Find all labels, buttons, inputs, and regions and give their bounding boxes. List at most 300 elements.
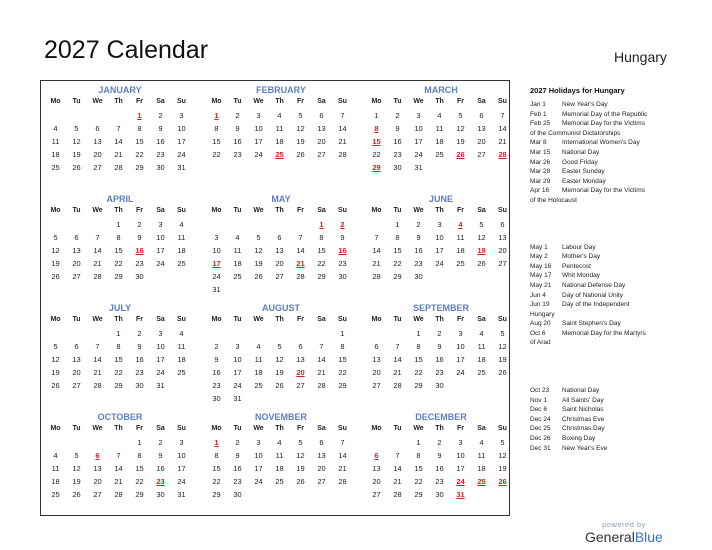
weekday-header: Tu	[233, 425, 242, 432]
weekday-header: Tu	[72, 207, 81, 214]
calendar-day: 5	[74, 451, 79, 460]
powered-by-text: powered by	[602, 520, 646, 529]
calendar-day: 11	[51, 464, 60, 473]
calendar-day: 28	[338, 477, 347, 486]
calendar-day: 29	[393, 272, 402, 281]
calendar-day: 22	[212, 477, 221, 486]
weekday-header: Th	[114, 425, 123, 432]
calendar-day: 28	[114, 490, 123, 499]
holiday-date: May 17	[530, 272, 552, 280]
calendar-day: 19	[72, 477, 81, 486]
calendar-day: 9	[137, 342, 142, 351]
weekday-header: Su	[338, 316, 347, 323]
calendar-day: 1	[416, 438, 421, 447]
calendar-day: 13	[93, 137, 102, 146]
calendar-day: 9	[395, 124, 400, 133]
calendar-day: 6	[319, 438, 324, 447]
holiday-row	[530, 444, 705, 454]
weekday-header: Su	[177, 98, 186, 105]
calendar-day: 27	[296, 381, 305, 390]
calendar-day: 15	[338, 355, 347, 364]
weekday-header: Sa	[156, 207, 165, 214]
calendar-day: 22	[414, 368, 423, 377]
holiday-row	[530, 186, 705, 196]
calendar-day: 21	[338, 464, 347, 473]
holiday-day: 16	[338, 246, 347, 255]
calendar-day: 14	[498, 124, 507, 133]
calendar-day: 31	[212, 285, 221, 294]
weekday-header: We	[92, 207, 103, 214]
calendar-day: 7	[95, 342, 100, 351]
calendar-day: 31	[414, 163, 423, 172]
weekday-header: Fr	[457, 316, 464, 323]
calendar-day: 14	[114, 464, 123, 473]
weekday-header: Fr	[297, 207, 304, 214]
holiday-day: 2	[340, 220, 345, 229]
holiday-date: Oct 23	[530, 387, 550, 395]
calendar-day: 6	[319, 111, 324, 120]
calendar-day: 20	[477, 137, 486, 146]
weekday-header: We	[413, 98, 424, 105]
calendar-day: 20	[317, 137, 326, 146]
holiday-row	[530, 110, 705, 120]
calendar-day: 5	[479, 220, 484, 229]
calendar-day: 3	[179, 111, 184, 120]
brand-blue: Blue	[634, 529, 663, 545]
weekday-header: Sa	[156, 425, 165, 432]
holiday-day: 1	[137, 111, 142, 120]
calendar-day: 29	[135, 490, 144, 499]
holiday-name: All Saints' Day	[562, 396, 604, 404]
calendar-day: 1	[340, 329, 345, 338]
calendar-day: 20	[93, 477, 102, 486]
calendar-day: 6	[374, 342, 379, 351]
calendar-day: 27	[317, 477, 326, 486]
holiday-row	[530, 119, 705, 129]
page-title: 2027 Calendar	[44, 36, 209, 64]
calendar-day: 26	[296, 477, 305, 486]
weekday-header: Mo	[211, 425, 222, 432]
holiday-name: of Arad	[530, 339, 551, 347]
calendar-day: 15	[212, 464, 221, 473]
calendar-grid	[40, 80, 510, 516]
calendar-day: 23	[393, 150, 402, 159]
holiday-row	[530, 300, 705, 310]
calendar-day: 27	[93, 490, 102, 499]
weekday-header: Fr	[297, 316, 304, 323]
holiday-date: Dec 25	[530, 425, 551, 433]
calendar-day: 4	[179, 329, 184, 338]
weekday-header: We	[92, 98, 103, 105]
calendar-day: 19	[296, 137, 305, 146]
holiday-date: May 16	[530, 262, 552, 270]
calendar-day: 2	[158, 111, 163, 120]
calendar-day: 22	[317, 259, 326, 268]
calendar-day: 21	[93, 368, 102, 377]
calendar-day: 18	[477, 464, 486, 473]
calendar-day: 8	[214, 124, 219, 133]
calendar-day: 8	[319, 233, 324, 242]
weekday-header: Sa	[317, 316, 326, 323]
calendar-day: 13	[317, 124, 326, 133]
calendar-day: 26	[296, 150, 305, 159]
calendar-day: 7	[298, 233, 303, 242]
holiday-day: 31	[456, 490, 465, 499]
calendar-day: 11	[435, 124, 444, 133]
calendar-day: 24	[156, 259, 165, 268]
calendar-day: 17	[156, 355, 165, 364]
holiday-name: Hungary	[530, 310, 555, 318]
calendar-day: 11	[51, 137, 60, 146]
month-name: JANUARY	[98, 85, 142, 95]
calendar-day: 12	[498, 451, 507, 460]
calendar-day: 5	[74, 124, 79, 133]
calendar-day: 15	[135, 137, 144, 146]
calendar-day: 28	[114, 163, 123, 172]
holiday-group	[530, 100, 705, 206]
calendar-day: 3	[235, 342, 240, 351]
holiday-row	[530, 281, 705, 291]
weekday-header: Th	[435, 425, 444, 432]
holiday-row	[530, 158, 705, 168]
calendar-day: 18	[456, 246, 465, 255]
holiday-day: 20	[296, 368, 305, 377]
calendar-day: 21	[372, 259, 381, 268]
calendar-day: 22	[135, 150, 144, 159]
holiday-date: Mar 8	[530, 139, 547, 147]
calendar-day: 7	[95, 233, 100, 242]
calendar-day: 9	[416, 233, 421, 242]
weekday-header: Su	[177, 425, 186, 432]
calendar-day: 9	[214, 355, 219, 364]
calendar-day: 24	[254, 150, 263, 159]
calendar-day: 9	[437, 451, 442, 460]
calendar-day: 17	[435, 246, 444, 255]
holiday-row	[530, 415, 705, 425]
calendar-day: 9	[235, 451, 240, 460]
calendar-day: 3	[158, 220, 163, 229]
holiday-day: 26	[456, 150, 465, 159]
weekday-header: Tu	[233, 98, 242, 105]
holiday-date: Mar 28	[530, 168, 551, 176]
calendar-day: 26	[51, 381, 60, 390]
holiday-name: Good Friday	[562, 158, 598, 166]
holiday-row	[530, 177, 705, 187]
calendar-day: 2	[395, 111, 400, 120]
calendar-day: 5	[256, 233, 261, 242]
calendar-day: 16	[233, 464, 242, 473]
calendar-day: 5	[500, 438, 505, 447]
calendar-day: 5	[298, 111, 303, 120]
holiday-row	[530, 148, 705, 158]
calendar-day: 19	[275, 368, 284, 377]
calendar-day: 13	[93, 464, 102, 473]
calendar-day: 20	[72, 259, 81, 268]
calendar-day: 21	[317, 368, 326, 377]
calendar-day: 26	[72, 490, 81, 499]
weekday-header: Sa	[317, 425, 326, 432]
calendar-day: 4	[53, 451, 58, 460]
holiday-row	[530, 252, 705, 262]
holiday-row	[530, 100, 705, 110]
calendar-day: 30	[156, 163, 165, 172]
calendar-day: 14	[372, 246, 381, 255]
weekday-header: Fr	[136, 98, 143, 105]
calendar-day: 17	[456, 355, 465, 364]
holiday-row	[530, 291, 705, 301]
calendar-day: 5	[53, 342, 58, 351]
calendar-day: 16	[435, 355, 444, 364]
calendar-day: 3	[179, 438, 184, 447]
calendar-day: 25	[275, 477, 284, 486]
calendar-day: 15	[317, 246, 326, 255]
holiday-day: 26	[498, 477, 507, 486]
weekday-header: Mo	[50, 207, 61, 214]
calendar-day: 30	[212, 394, 221, 403]
calendar-day: 5	[298, 438, 303, 447]
holiday-date: Dec 24	[530, 415, 551, 423]
calendar-day: 4	[479, 438, 484, 447]
calendar-day: 5	[277, 342, 282, 351]
calendar-day: 13	[72, 246, 81, 255]
calendar-day: 25	[233, 272, 242, 281]
calendar-day: 8	[214, 451, 219, 460]
holiday-row	[530, 129, 705, 139]
holiday-name: National Day	[562, 148, 600, 156]
calendar-day: 25	[177, 368, 186, 377]
calendar-day: 29	[135, 163, 144, 172]
calendar-day: 2	[437, 438, 442, 447]
holiday-date: May 21	[530, 281, 552, 289]
calendar-day: 7	[116, 124, 121, 133]
calendar-day: 26	[498, 368, 507, 377]
weekday-header: Th	[275, 207, 284, 214]
weekday-header: Fr	[297, 98, 304, 105]
calendar-day: 24	[233, 381, 242, 390]
calendar-day: 28	[393, 490, 402, 499]
calendar-day: 30	[435, 490, 444, 499]
weekday-header: Th	[275, 425, 284, 432]
calendar-day: 7	[395, 342, 400, 351]
calendar-day: 29	[414, 381, 423, 390]
calendar-day: 14	[393, 355, 402, 364]
calendar-day: 7	[340, 438, 345, 447]
calendar-day: 12	[296, 451, 305, 460]
calendar-day: 10	[212, 246, 221, 255]
calendar-day: 12	[51, 355, 60, 364]
calendar-day: 29	[114, 272, 123, 281]
calendar-day: 11	[477, 342, 486, 351]
calendar-day: 2	[214, 342, 219, 351]
calendar-day: 16	[414, 246, 423, 255]
calendar-day: 29	[114, 381, 123, 390]
weekday-header: Mo	[211, 98, 222, 105]
weekday-header: Tu	[72, 316, 81, 323]
calendar-day: 13	[317, 451, 326, 460]
calendar-day: 26	[275, 381, 284, 390]
calendar-day: 31	[177, 490, 186, 499]
weekday-header: Tu	[72, 98, 81, 105]
calendar-day: 17	[254, 464, 263, 473]
weekday-header: Su	[498, 316, 507, 323]
calendar-day: 10	[156, 342, 165, 351]
weekday-header: Su	[177, 316, 186, 323]
calendar-day: 27	[72, 272, 81, 281]
month-name: AUGUST	[262, 303, 300, 313]
weekday-header: Sa	[156, 316, 165, 323]
holiday-name: Whit Monday	[562, 272, 600, 280]
holiday-group	[530, 386, 705, 453]
calendar-day: 8	[416, 451, 421, 460]
calendar-day: 19	[51, 368, 60, 377]
holiday-date: Apr 16	[530, 187, 550, 195]
calendar-day: 12	[72, 137, 81, 146]
calendar-day: 7	[116, 451, 121, 460]
holiday-row	[530, 434, 705, 444]
calendar-day: 6	[479, 111, 484, 120]
weekday-header: Sa	[477, 207, 486, 214]
calendar-day: 23	[435, 368, 444, 377]
calendar-day: 23	[435, 477, 444, 486]
weekday-header: Tu	[233, 316, 242, 323]
calendar-day: 23	[414, 259, 423, 268]
weekday-header: Th	[435, 207, 444, 214]
calendar-day: 12	[72, 464, 81, 473]
calendar-day: 3	[256, 111, 261, 120]
calendar-day: 30	[393, 163, 402, 172]
calendar-day: 9	[158, 451, 163, 460]
calendar-day: 9	[158, 124, 163, 133]
country-label: Hungary	[614, 49, 667, 65]
calendar-day: 10	[456, 342, 465, 351]
calendar-day: 17	[233, 368, 242, 377]
calendar-day: 4	[235, 233, 240, 242]
calendar-day: 7	[319, 342, 324, 351]
holiday-date: Mar 29	[530, 177, 551, 185]
holiday-row	[530, 196, 705, 206]
calendar-day: 12	[498, 342, 507, 351]
calendar-day: 4	[256, 342, 261, 351]
calendar-day: 25	[51, 490, 60, 499]
calendar-day: 21	[393, 368, 402, 377]
weekday-header: Tu	[72, 425, 81, 432]
holiday-name: National Day	[562, 387, 600, 395]
month-name: NOVEMBER	[254, 412, 307, 422]
calendar-day: 10	[156, 233, 165, 242]
calendar-day: 2	[416, 220, 421, 229]
calendar-day: 12	[296, 124, 305, 133]
calendar-day: 22	[393, 259, 402, 268]
calendar-day: 13	[72, 355, 81, 364]
holiday-name: New Year's Eve	[562, 444, 608, 452]
holiday-date: Aug 20	[530, 320, 551, 328]
calendar-day: 18	[233, 259, 242, 268]
calendar-day: 18	[177, 246, 186, 255]
holiday-row	[530, 138, 705, 148]
calendar-day: 30	[135, 381, 144, 390]
calendar-day: 19	[72, 150, 81, 159]
holiday-date: May 1	[530, 243, 548, 251]
weekday-header: Tu	[393, 316, 402, 323]
weekday-header: Fr	[136, 425, 143, 432]
holiday-name: Memorial Day for the Victims	[562, 120, 645, 128]
weekday-header: We	[253, 316, 264, 323]
calendar-day: 1	[416, 329, 421, 338]
calendar-day: 13	[372, 464, 381, 473]
calendar-day: 3	[458, 438, 463, 447]
calendar-day: 19	[498, 355, 507, 364]
holiday-day: 1	[319, 220, 324, 229]
calendar-day: 8	[137, 124, 142, 133]
calendar-day: 26	[51, 272, 60, 281]
holiday-group	[530, 243, 705, 349]
weekday-header: Th	[435, 316, 444, 323]
calendar-day: 29	[317, 272, 326, 281]
holiday-day: 1	[214, 438, 219, 447]
calendar-day: 8	[395, 233, 400, 242]
calendar-day: 28	[338, 150, 347, 159]
calendar-day: 5	[53, 233, 58, 242]
holiday-name: of the Holocaust	[530, 196, 577, 204]
weekday-header: Fr	[457, 425, 464, 432]
calendar-day: 17	[177, 464, 186, 473]
calendar-day: 21	[393, 477, 402, 486]
calendar-day: 10	[177, 451, 186, 460]
calendar-day: 23	[135, 368, 144, 377]
calendar-day: 11	[177, 233, 186, 242]
calendar-day: 23	[233, 477, 242, 486]
calendar-day: 4	[479, 329, 484, 338]
calendar-day: 20	[372, 368, 381, 377]
calendar-day: 25	[435, 150, 444, 159]
calendar-day: 6	[298, 342, 303, 351]
month-name: JUNE	[428, 194, 453, 204]
calendar-day: 13	[296, 355, 305, 364]
weekday-header: Tu	[393, 207, 402, 214]
holiday-day: 29	[372, 163, 381, 172]
calendar-day: 14	[296, 246, 305, 255]
holiday-day: 23	[156, 477, 165, 486]
weekday-header: Su	[498, 207, 507, 214]
calendar-day: 16	[135, 355, 144, 364]
calendar-day: 22	[338, 368, 347, 377]
calendar-day: 21	[338, 137, 347, 146]
calendar-day: 18	[177, 355, 186, 364]
calendar-day: 10	[177, 124, 186, 133]
calendar-day: 19	[254, 259, 263, 268]
weekday-header: Tu	[393, 425, 402, 432]
calendar-day: 24	[254, 477, 263, 486]
footer-logo	[585, 520, 663, 545]
calendar-day: 11	[456, 233, 465, 242]
calendar-day: 20	[317, 464, 326, 473]
holiday-name: New Year's Day	[562, 101, 608, 108]
weekday-header: Sa	[477, 425, 486, 432]
calendar-day: 18	[254, 368, 263, 377]
holiday-date: Dec 26	[530, 435, 551, 443]
calendar-day: 1	[116, 220, 121, 229]
calendar-day: 14	[93, 246, 102, 255]
holiday-date: Dec 6	[530, 406, 547, 414]
weekday-header: Fr	[457, 98, 464, 105]
holiday-name: National Defense Day	[562, 281, 626, 289]
calendar-day: 4	[179, 220, 184, 229]
holiday-day: 1	[214, 111, 219, 120]
calendar-day: 15	[414, 355, 423, 364]
calendar-day: 6	[277, 233, 282, 242]
calendar-day: 20	[275, 259, 284, 268]
calendar-day: 3	[416, 111, 421, 120]
